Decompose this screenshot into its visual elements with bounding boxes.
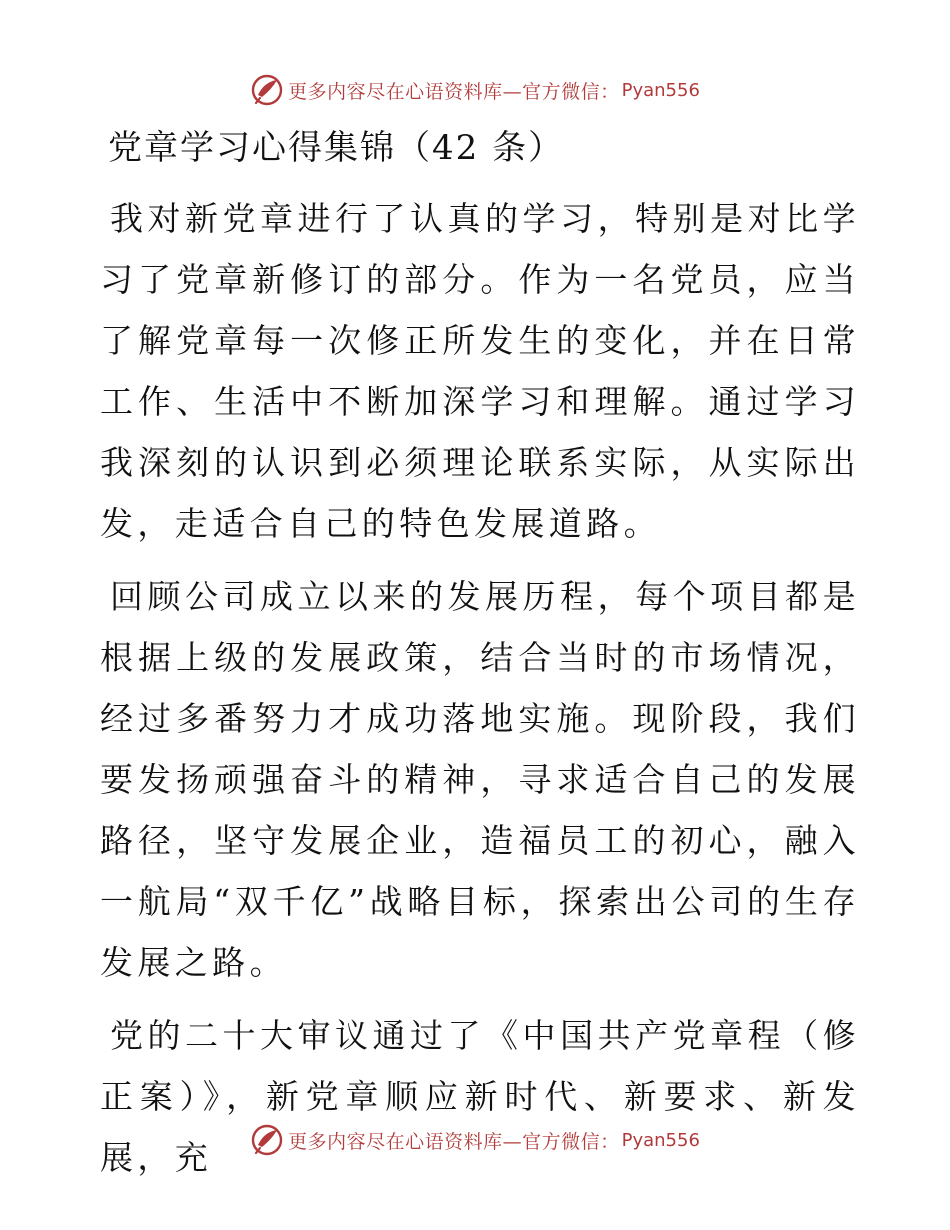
paragraph-1: 我对新党章进行了认真的学习，特别是对比学习了党章新修订的部分。作为一名党员，应当了解党章每一次修正所发生的变化，并在日常工作、生活中不断加深学习和理解。通过学习我深刻的认识到必须理论联系实际，从实际出发，走适合自己的特色发展道路。 <box>100 199 860 543</box>
paragraph-3: 党的二十大审议通过了《中国共产党章程（修正案）》，新党章顺应新时代、新要求、新发展，充 <box>100 1016 860 1177</box>
document-title: 党章学习心得集锦（42 条） <box>108 128 565 168</box>
watermark-wechat-id: Pyan556 <box>621 79 700 101</box>
header-watermark <box>0 70 950 110</box>
paragraph-2: 回顾公司成立以来的发展历程，每个项目都是根据上级的发展政策，结合当时的市场情况，经过多番努力才成功落地实施。现阶段，我们要发扬顽强奋斗的精神，寻求适合自己的发展路径，坚守发展企业，造福员工的初心，融入一航局“双千亿”战略目标，探索出公司的生存发展之路。 <box>100 577 860 982</box>
watermark-text: 更多内容尽在心语资料库—官方微信： <box>288 80 620 103</box>
watermark-wechat-id: Pyan556 <box>621 1129 700 1151</box>
pen-logo-icon <box>250 73 284 107</box>
watermark-text: 更多内容尽在心语资料库—官方微信： <box>288 1130 620 1153</box>
document-body <box>100 122 860 1200</box>
footer-watermark <box>0 1120 950 1160</box>
pen-logo-icon <box>250 1123 284 1157</box>
